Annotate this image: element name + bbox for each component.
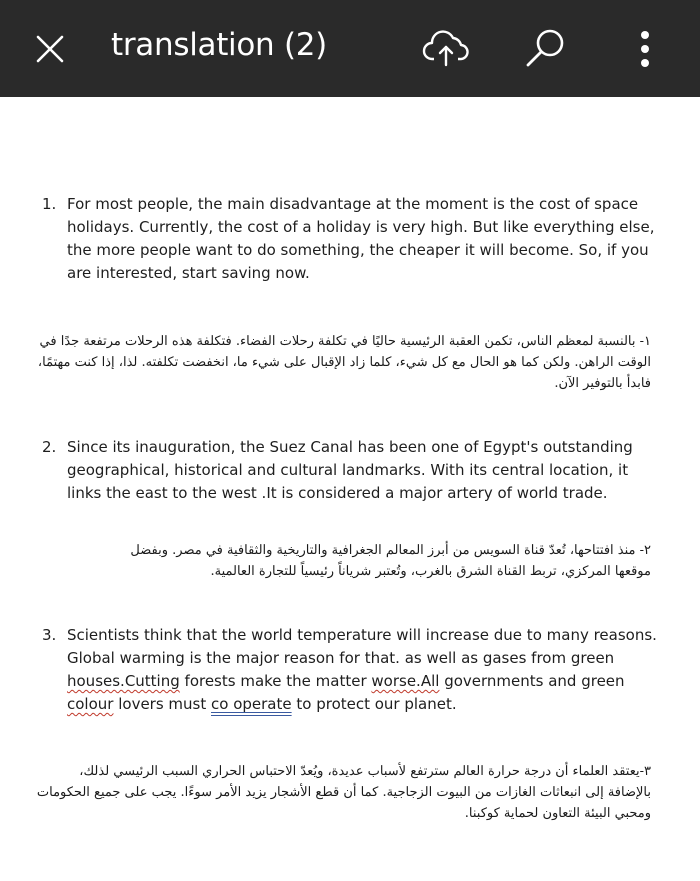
spelling-error[interactable]: colour xyxy=(67,695,114,713)
english-paragraph: For most people, the main disadvantage at the moment is the cost of space holidays. Currently, the cost of a holiday is very high. But like everything else, the more people want to do something, the cheaper it will become. So, if you are interested, start saving now. xyxy=(67,195,655,282)
english-paragraph: Since its inauguration, the Suez Canal has been one of Egypt's outstanding geographical, historical and cultural landmarks. With its central location, it links the east to the west .It is considered a major artery of world trade. xyxy=(67,438,633,502)
spelling-error[interactable]: worse.All xyxy=(371,672,440,690)
list-number: 2. xyxy=(42,438,57,456)
arabic-paragraph: ٣-يعتقد العلماء أن درجة حرارة العالم سترتفع لأسباب عديدة، ويُعدّ الاحتباس الحراري السبب الرئيسي لذلك، بالإضافة إلى انبعاثات الغازات من البيوت الزجاجية. كما أن قطع الأشجار يزيد الأمر سوءًا. يجب على جميع الحكومات ومحبي البيئة التعاون لحماية كوكبنا. xyxy=(36,764,651,821)
search-icon xyxy=(523,27,567,71)
arabic-paragraph: ١- بالنسبة لمعظم الناس، تكمن العقبة الرئيسية حاليًا في تكلفة رحلات الفضاء. فتكلفة هذه الرحلات مرتفعة جدًا في الوقت الراهن. ولكن كما هو الحال مع كل شيء، كلما زاد الإقبال على شيء ما، انخفضت تكلفته. لذا، إذا كنت مهتمًا، فابدأ بالتوفير الآن. xyxy=(37,334,651,391)
search-button[interactable] xyxy=(520,24,570,74)
close-button[interactable] xyxy=(25,24,75,74)
cloud-upload-icon xyxy=(422,29,470,69)
list-item xyxy=(40,624,657,716)
english-paragraph: Scientists think that the world temperature will increase due to many reasons. Global warming is the major reason for that. as well as gases from green houses.Cutting forests make the matter worse.All governments and green colour lovers must co operate to protect our planet. xyxy=(67,626,657,713)
list-item xyxy=(40,436,650,505)
close-icon xyxy=(35,34,65,64)
list-number: 3. xyxy=(42,626,57,644)
document-page[interactable] xyxy=(0,97,700,881)
spelling-error[interactable]: houses.Cutting xyxy=(67,672,180,690)
upload-button[interactable] xyxy=(420,24,472,74)
app-toolbar xyxy=(0,0,700,97)
list-number: 1. xyxy=(42,195,57,213)
grammar-suggestion[interactable]: co operate xyxy=(211,695,292,713)
more-options-button[interactable] xyxy=(620,24,670,74)
document-title: translation (2) xyxy=(111,27,327,63)
more-vertical-icon xyxy=(635,29,655,69)
arabic-paragraph: ٢- منذ افتتاحها، تُعدّ قناة السويس من أبرز المعالم الجغرافية والتاريخية والثقافية في مصر. وبفضل موقعها المركزي، تربط القناة الشرق بالغرب، وتُعتبر شرياناً رئيسياً للتجارة العالمية. xyxy=(130,543,651,579)
list-item xyxy=(40,193,655,285)
